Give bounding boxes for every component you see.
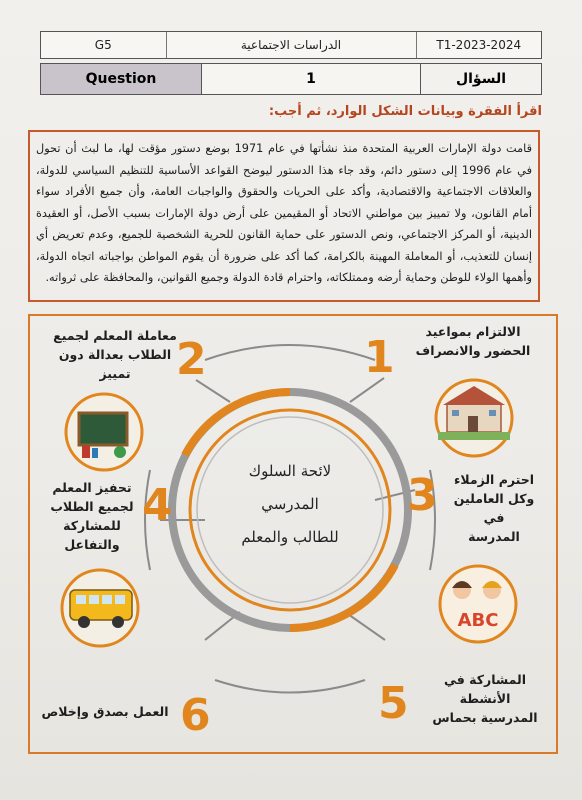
- item-number: 6: [180, 690, 211, 741]
- grade-cell: G5: [41, 32, 167, 58]
- chalkboard-icon: [66, 394, 142, 470]
- item-number: 3: [407, 470, 438, 521]
- item-line: العمل بصدق وإخلاص: [41, 704, 169, 719]
- center-line: المدرسي: [261, 495, 319, 513]
- term-cell: T1-2023-2024: [436, 38, 522, 52]
- instruction-text: اقرأ الفقرة وبيانات الشكل الوارد، ثم أجب:: [268, 104, 542, 119]
- item-label-3: [444, 470, 544, 546]
- center-title: [215, 455, 365, 554]
- item-line: والتفاعل: [64, 537, 120, 552]
- item-number: 1: [364, 332, 395, 383]
- item-line: المدرسة: [468, 529, 520, 544]
- item-line: تمييز: [99, 366, 131, 381]
- question-label-en: Question: [41, 64, 202, 94]
- item-number: 2: [176, 334, 207, 385]
- question-label-ar: السؤال: [420, 64, 541, 94]
- item-line: لجميع الطلاب: [50, 499, 134, 514]
- constitution-paragraph: قامت دولة الإمارات العربية المتحدة منذ نشأتها في عام 1971 بوضع دستور مؤقت لها، ما لبث أن تحول في عام 1996 إلى دستور دائم، وقد جاء هذا الدستور ليوضح القواعد الأساسية للتنظيم السياسي للدولة، والعلاقات الاجتماعية والاقتصادية، وأكد على الحريات والحقوق والواجبات العامة، وأن جميع الأفراد سواء أمام القانون، ولا تمييز بين مواطني الاتحاد أو المقيمين على أرض دولة الإمارات بسبب الأصل، أو العقيدة الدينية، أو المركز الاجتماعي، ونص الدستور على حماية القانون للحرية الشخصية للجميع، وعدم تعريض أي إنسان للتعذيب، أو المعاملة المهينة بالكرامة، كما أكد على ضرورة أن يقوم المواطن بواجباته اتجاه الدولة، وأهمها الولاء للوطن وحماية أرضه وممتلكاته، واحترام قادة الدولة وجميع القوانين، والمحافظة على ثرواته.: [28, 130, 540, 302]
- item-label-1: [408, 322, 538, 360]
- item-line: احترم الزملاء: [453, 472, 535, 487]
- school-bus-icon: [62, 570, 138, 646]
- item-line: وكل العاملين في: [453, 491, 535, 525]
- item-number: 5: [378, 678, 409, 729]
- item-line: المدرسية بحماس: [432, 710, 538, 725]
- item-line: معاملة المعلم لجميع: [53, 328, 177, 343]
- abc-kids-icon: [440, 566, 516, 642]
- item-line: الحضور والانصراف: [415, 343, 531, 358]
- item-line: الالتزام بمواعيد: [425, 324, 521, 339]
- spoke-line: [345, 612, 385, 640]
- top-arc: [205, 345, 375, 360]
- item-line: تحفيز المعلم: [52, 480, 132, 495]
- question-number: 1: [202, 64, 420, 94]
- item-line: المشاركة في الأنشطة: [443, 672, 526, 706]
- center-line: للطالب والمعلم: [241, 528, 339, 546]
- subject-cell: الدراسات الاجتماعية: [167, 32, 417, 58]
- bottom-arc: [215, 680, 365, 693]
- school-building-icon: [436, 380, 512, 456]
- item-line: الطلاب بعدالة دون: [58, 347, 172, 362]
- item-line: للمشاركة: [63, 518, 121, 533]
- center-line: لائحة السلوك: [248, 462, 332, 480]
- item-label-6: [40, 702, 170, 721]
- item-number: 4: [142, 480, 173, 531]
- svg-text:ABC: ABC: [457, 610, 499, 631]
- item-label-5: [420, 670, 550, 727]
- item-label-4: [42, 478, 142, 554]
- item-label-2: [50, 326, 180, 383]
